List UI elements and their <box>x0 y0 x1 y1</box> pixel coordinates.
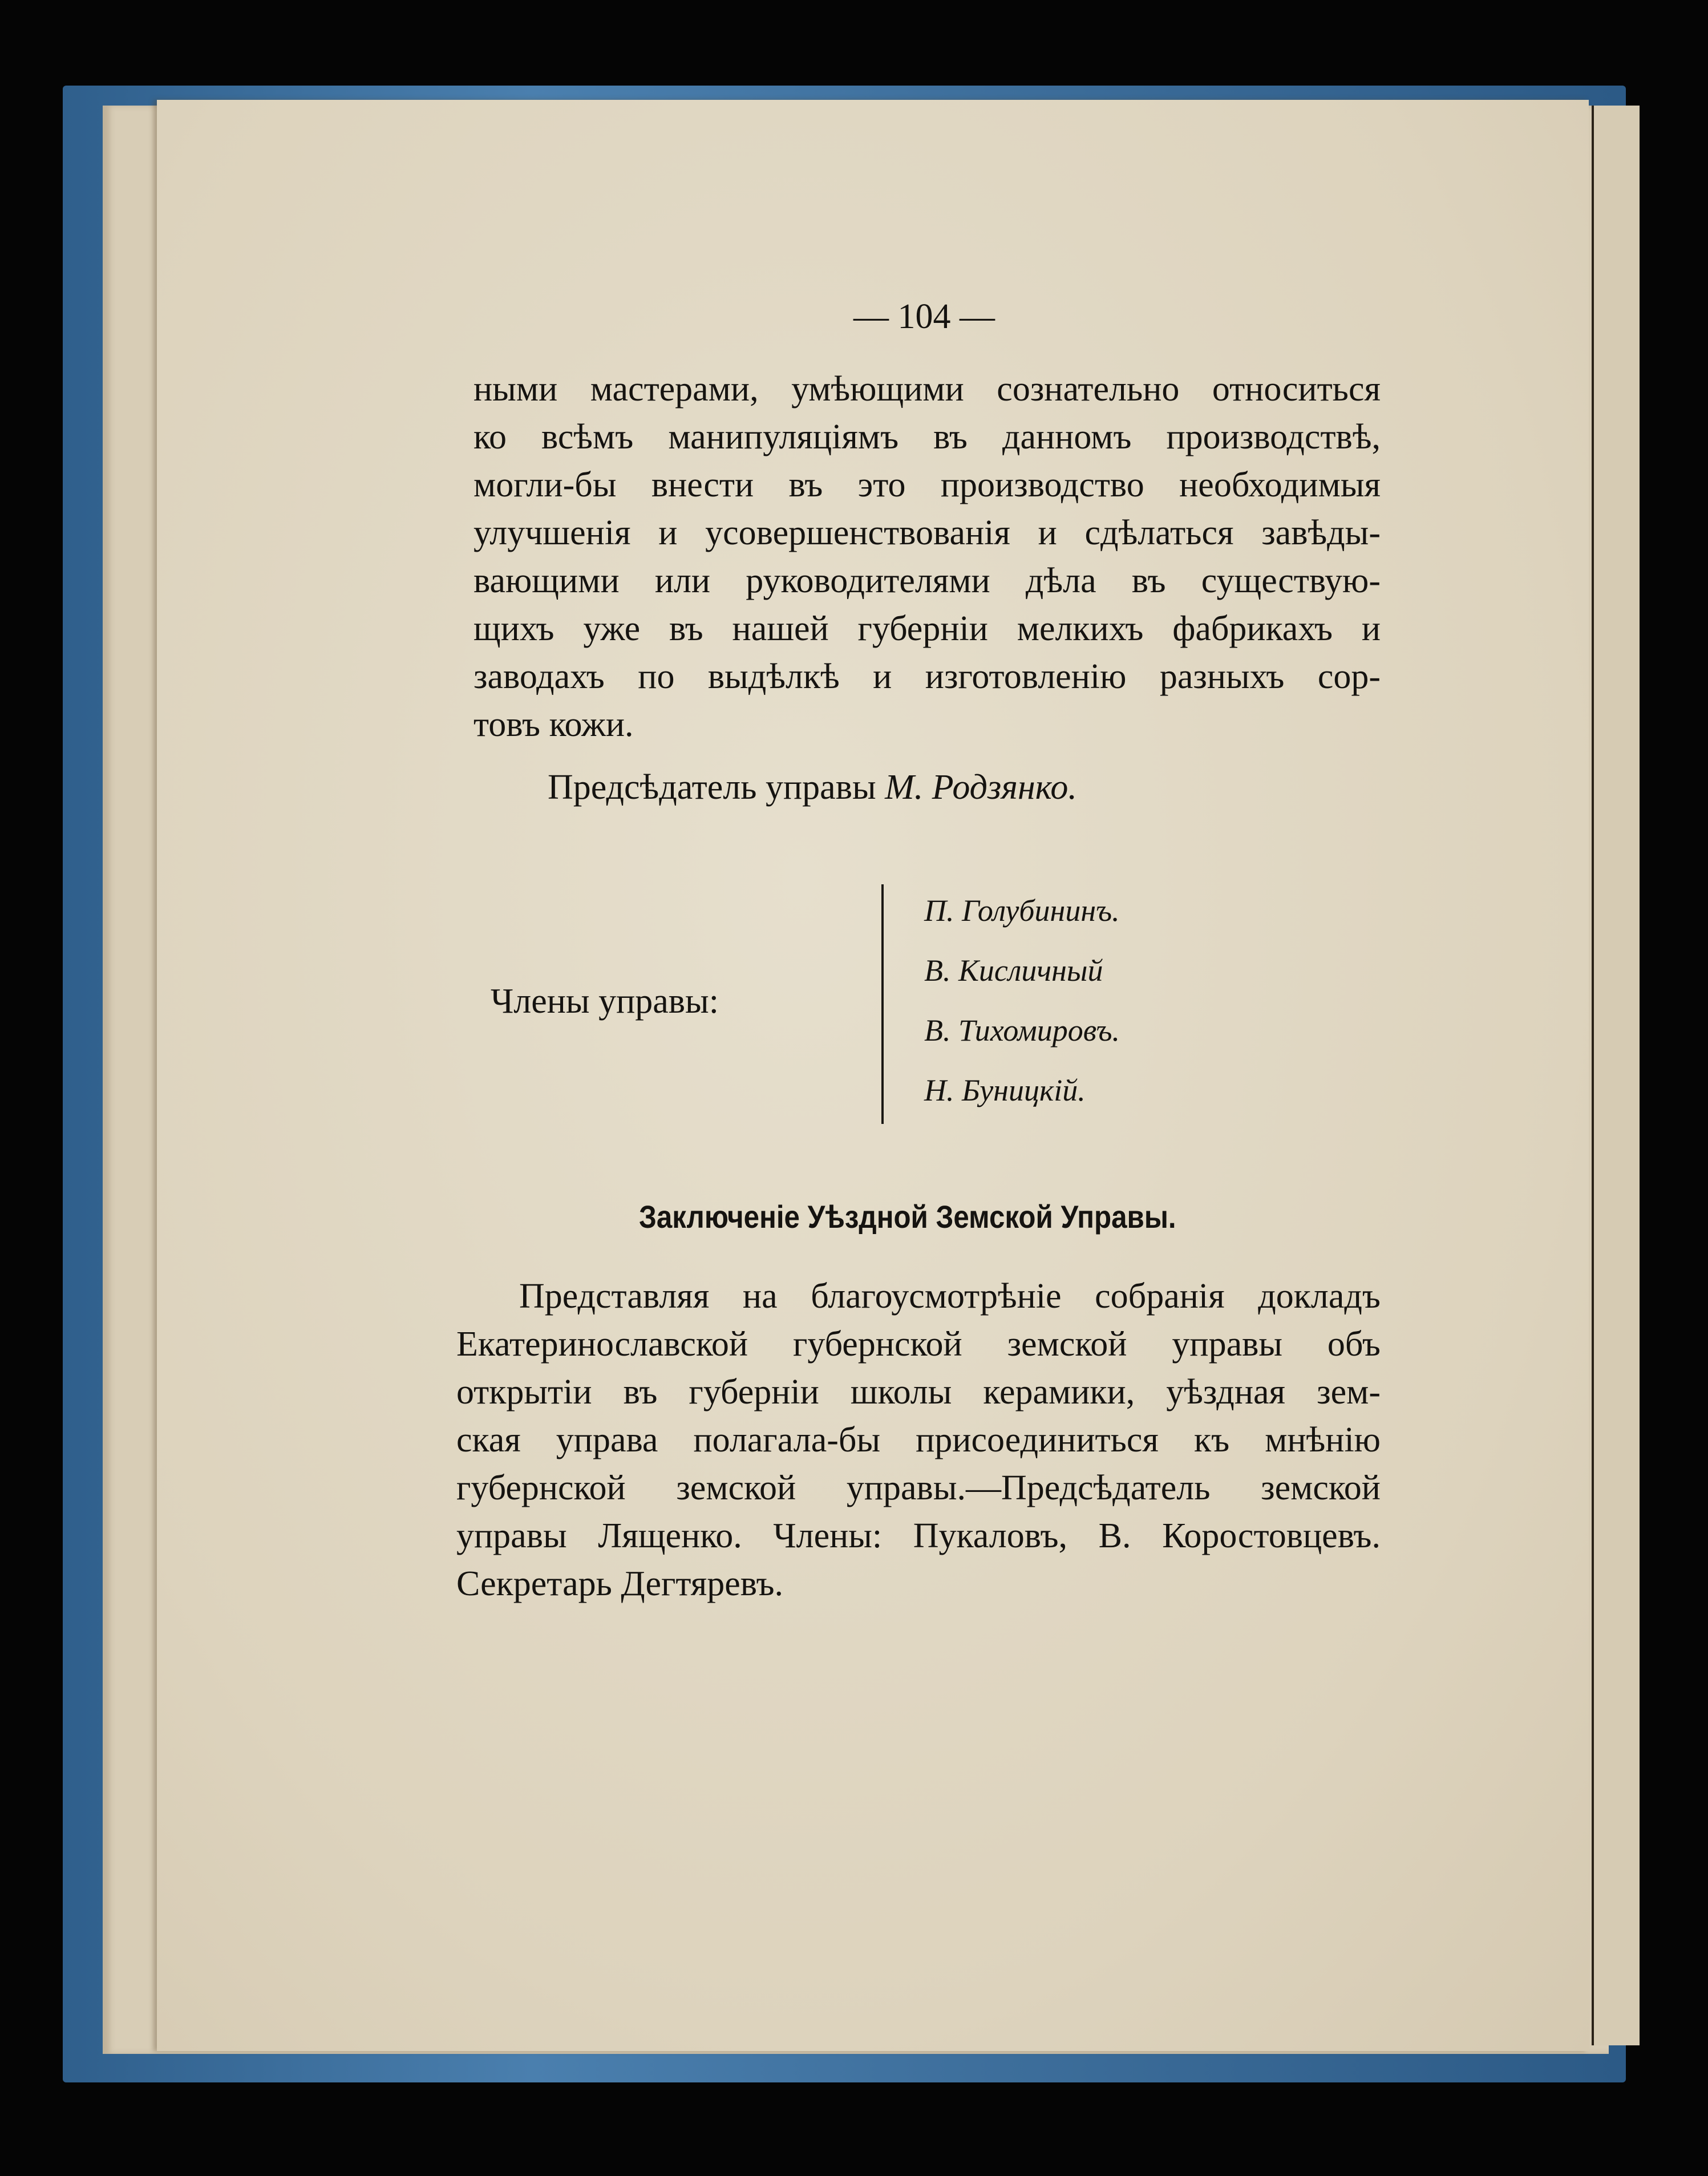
text-line: губернской земской управы.—Предсѣдатель земской <box>456 1469 1381 1507</box>
text-line: Екатеринославской губернской земской управы объ <box>456 1325 1381 1364</box>
text-line: Секретарь Дегтяревъ. <box>456 1564 784 1603</box>
text-line: ская управа полагала-бы присоединиться къ мнѣнію <box>456 1421 1381 1459</box>
text-line: щихъ уже въ нашей губерніи мелкихъ фабрикахъ и <box>473 609 1381 648</box>
text-line: ными мастерами, умѣющими сознательно относиться <box>473 370 1381 408</box>
member-name: В. Тихомировъ. <box>924 1013 1120 1047</box>
member-name: В. Кисличный <box>924 953 1103 988</box>
chairman-signature <box>548 767 1077 808</box>
text-line: управы Лященко. Члены: Пукаловъ, В. Коростовцевъ. <box>456 1516 1381 1555</box>
section-title: Заключеніе Уѣздной Земской Управы. <box>639 1199 1176 1235</box>
conclusion-paragraph <box>456 1272 1381 1608</box>
member-name: П. Голубининъ. <box>924 893 1120 928</box>
members-brace <box>881 884 901 1124</box>
text-line: открытіи въ губерніи школы керамики, уѣздная зем- <box>456 1373 1381 1411</box>
text-line: улучшенія и усовершенствованія и сдѣлаться завѣды- <box>473 513 1381 552</box>
text-line: ко всѣмъ манипуляціямъ въ данномъ производствѣ, <box>473 418 1381 456</box>
members-label: Члены управы: <box>491 982 719 1021</box>
text-line: вающими или руководителями дѣла въ существую- <box>473 561 1381 600</box>
paragraph-continuation <box>473 365 1381 749</box>
chairman-name: М. Родзянко. <box>885 768 1077 807</box>
chairman-label: Предсѣдатель управы <box>548 768 876 807</box>
member-name: Н. Буницкій. <box>924 1073 1086 1107</box>
text-line: могли-бы внести въ это производство необходимыя <box>473 466 1381 504</box>
page-number: — 104 — <box>853 297 995 336</box>
facing-page-edge <box>1592 106 1640 2045</box>
text-line: заводахъ по выдѣлкѣ и изготовленію разныхъ сор- <box>473 657 1381 696</box>
text-line: товъ кожи. <box>473 705 634 744</box>
text-line: Представляя на благоусмотрѣніе собранія докладъ <box>519 1277 1381 1316</box>
